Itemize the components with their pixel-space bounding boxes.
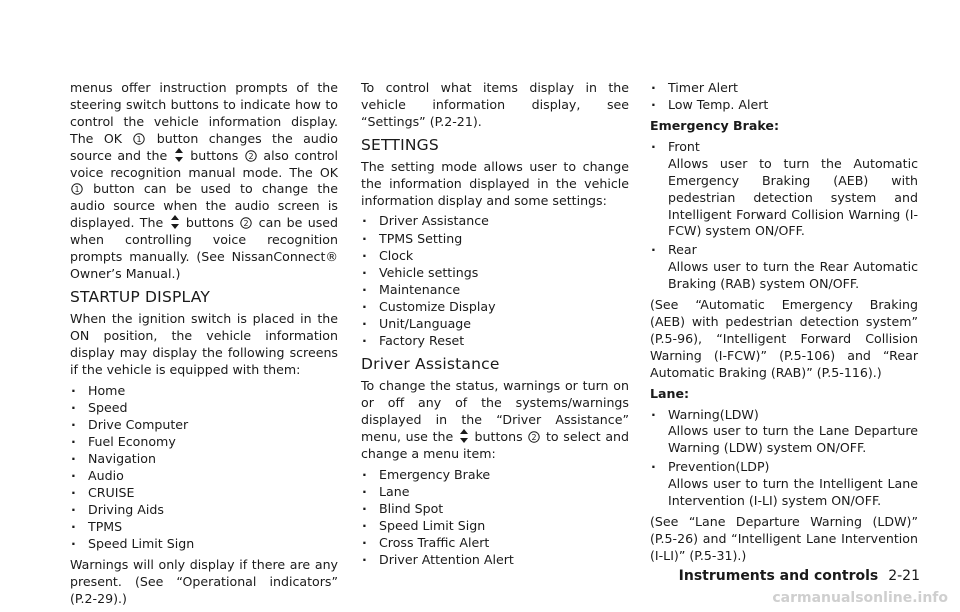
- settings-paragraph: The setting mode allows user to change the information displayed in the vehicle information display and some settings:: [361, 158, 629, 208]
- list-item-front: [650, 139, 918, 240]
- warnings-paragraph: Warnings will only display if there are any present. (See “Operational indicators” (P.2-29).): [70, 557, 338, 607]
- list-item: . Speed Limit Sign: [70, 536, 338, 553]
- up-down-arrows-icon: [170, 215, 180, 229]
- list-item: . CRUISE: [70, 485, 338, 502]
- emergency-brake-list: [650, 139, 918, 293]
- intro-text-2: button changes the audio source and the: [70, 130, 338, 163]
- watermark: carmanualsonline.info: [772, 590, 948, 606]
- intro-text-1: menus offer instruction prompts of the steering switch buttons to indicate how to control the vehicle information display. The OK: [70, 80, 338, 146]
- list-item: . Audio: [70, 468, 338, 485]
- list-item: . Blind Spot: [361, 501, 629, 518]
- list-item-ldp: [650, 459, 918, 510]
- circled-1-icon: [71, 183, 83, 195]
- intro-paragraph: [70, 80, 338, 283]
- list-item: . TPMS: [70, 519, 338, 536]
- ldw-description: Allows user to turn the Lane Departure Warning (LDW) system ON/OFF.: [668, 423, 918, 456]
- intro-text-6: buttons: [180, 215, 240, 231]
- driver-assistance-list: [361, 467, 629, 569]
- front-description: Allows user to turn the Automatic Emergency Braking (AEB) with pedestrian detection system and Intelligent Forward Collision Warning (I-FCW) system ON/OFF.: [668, 155, 918, 239]
- front-label: . Front: [668, 138, 700, 154]
- up-down-arrows-icon: [174, 148, 184, 162]
- list-item: . Driver Assistance: [361, 213, 629, 230]
- list-item: . Unit/Language: [361, 316, 629, 333]
- list-item: . Driving Aids: [70, 502, 338, 519]
- ldp-label: . Prevention(LDP): [668, 459, 770, 475]
- circled-2-icon: [245, 150, 257, 162]
- rear-description: Allows user to turn the Rear Automatic Braking (RAB) system ON/OFF.: [668, 259, 918, 292]
- list-item: . Lane: [361, 484, 629, 501]
- rear-label: . Rear: [668, 242, 697, 258]
- circled-2-icon: [528, 431, 540, 443]
- lane-heading: Lane:: [650, 385, 690, 401]
- lane-list: [650, 407, 918, 510]
- driver-text-3: to select and change a menu item:: [361, 428, 630, 461]
- list-item-ldw: [650, 407, 918, 458]
- column-1: [70, 80, 338, 612]
- intro-text-7: can be used when controlling voice recognition prompts manually. (See NissanConnect® Owner’s Manual.): [70, 215, 338, 281]
- list-item: . TPMS Setting: [361, 231, 629, 248]
- driver-assistance-paragraph: [361, 378, 629, 463]
- startup-display-heading: STARTUP DISPLAY: [70, 287, 210, 306]
- intro-text-5: button can be used to change the audio source when the audio screen is displayed. The: [70, 181, 338, 231]
- alert-list: [650, 80, 918, 114]
- list-item-rear: [650, 242, 918, 293]
- list-item: . Driver Attention Alert: [361, 552, 629, 569]
- intro-text-3: buttons: [184, 147, 244, 163]
- list-item: . Emergency Brake: [361, 467, 629, 484]
- list-item: . Clock: [361, 248, 629, 265]
- column-2: [361, 80, 629, 573]
- emergency-brake-heading: Emergency Brake:: [650, 118, 779, 133]
- svg-text:2: 2: [531, 432, 537, 442]
- lane-see-paragraph: (See “Lane Departure Warning (LDW)” (P.5-26) and “Intelligent Lane Intervention (I-LI)” (P.5-31).): [650, 513, 918, 563]
- svg-text:1: 1: [74, 185, 80, 195]
- list-item: . Customize Display: [361, 299, 629, 316]
- ldp-description: Allows user to turn the Intelligent Lane Intervention (I-LI) system ON/OFF.: [668, 476, 918, 509]
- driver-text-2: buttons: [469, 428, 528, 444]
- startup-paragraph: When the ignition switch is placed in the ON position, the vehicle information display may display the following screens if the vehicle is equipped with them:: [70, 310, 338, 377]
- column-3: [650, 80, 918, 569]
- circled-1-icon: [133, 133, 145, 145]
- ldw-label: . Warning(LDW): [668, 406, 759, 422]
- page-number: 2-21: [888, 568, 920, 584]
- list-item: . Cross Traffic Alert: [361, 535, 629, 552]
- list-item: . Maintenance: [361, 282, 629, 299]
- settings-list: [361, 213, 629, 350]
- list-item: . Low Temp. Alert: [650, 97, 918, 114]
- footer-section-title: Instruments and controls: [678, 568, 879, 584]
- emergency-see-paragraph: (See “Automatic Emergency Braking (AEB) with pedestrian detection system” (P.5-96), “Intelligent Forward Collision Warning (I-FCW)” (P.5-106) and “Rear Automatic Braking (RAB)” (P.5-116).): [650, 297, 918, 380]
- intro-text-4: also control voice recognition manual mode. The OK: [70, 147, 338, 180]
- svg-text:1: 1: [136, 134, 142, 144]
- list-item: . Speed: [70, 400, 338, 417]
- driver-text-1: To change the status, warnings or turn on or off any of the systems/warnings displayed in the “Driver Assistance” menu, use the: [361, 378, 629, 444]
- list-item: . Fuel Economy: [70, 434, 338, 451]
- startup-list: [70, 383, 338, 554]
- circled-2-icon: [240, 217, 252, 229]
- svg-text:2: 2: [248, 151, 254, 161]
- list-item: . Navigation: [70, 451, 338, 468]
- settings-heading: SETTINGS: [361, 135, 439, 154]
- svg-text:2: 2: [243, 219, 249, 229]
- up-down-arrows-icon: [459, 429, 469, 443]
- list-item: . Drive Computer: [70, 417, 338, 434]
- list-item: . Speed Limit Sign: [361, 518, 629, 535]
- list-item: . Home: [70, 383, 338, 400]
- driver-assistance-heading: Driver Assistance: [361, 355, 500, 373]
- list-item: . Timer Alert: [650, 80, 918, 97]
- list-item: . Factory Reset: [361, 333, 629, 350]
- page-footer: [679, 568, 920, 584]
- list-item: . Vehicle settings: [361, 265, 629, 282]
- settings-intro-paragraph: To control what items display in the vehicle information display, see “Settings” (P.2-21).: [361, 80, 629, 129]
